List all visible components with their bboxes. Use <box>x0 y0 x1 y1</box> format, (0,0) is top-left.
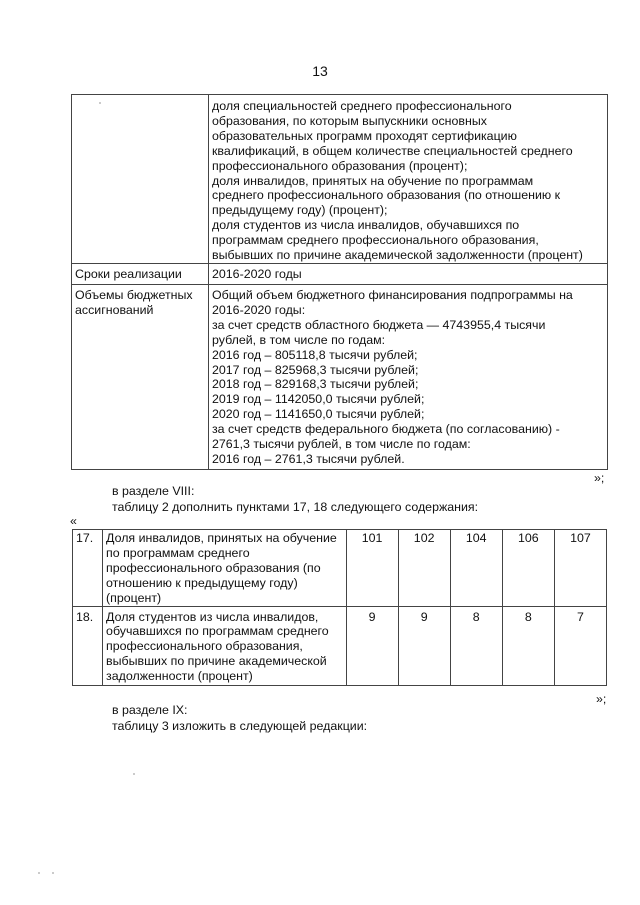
subprogram-passport-table <box>71 94 608 470</box>
text-line: доля специальностей среднего профессионального <box>212 99 512 113</box>
table-row <box>73 606 607 685</box>
text-line: за счет средств федерального бюджета (по согласованию) - <box>212 422 560 437</box>
text-line: по программам среднего <box>106 545 250 560</box>
text-line: профессионального образования, <box>106 639 303 654</box>
opening-quote: « <box>70 514 77 528</box>
value-2020: 107 <box>554 530 606 607</box>
text-line: выбывших по причине академической задолженности (процент) <box>212 248 583 263</box>
text-line: Доля инвалидов, принятых на обучение <box>106 531 337 545</box>
text-line: 2016 год – 805118,8 тысячи рублей; <box>212 347 418 362</box>
indicator-description <box>103 606 346 685</box>
text-line: 2016-2020 годы <box>212 266 302 281</box>
text-line: обучавшихся по программам среднего <box>106 624 329 639</box>
text-line: задолженности (процент) <box>106 669 253 684</box>
value-2018: 8 <box>450 606 502 685</box>
text-line: доля студентов из числа инвалидов, обучавшихся по <box>212 218 520 233</box>
text-line: образовательных программ проходят сертификацию <box>212 128 517 143</box>
text-line: Сроки реализации <box>75 266 182 281</box>
text-line: квалификаций, в общем количестве специальностей среднего <box>212 143 573 158</box>
row-number: 17. <box>73 530 103 607</box>
closing-quote: »; <box>596 692 607 706</box>
text-line: отношению к предыдущему году) <box>106 575 298 590</box>
value-2016: 101 <box>346 530 398 607</box>
section-viii-heading: в разделе VIII: <box>112 484 195 498</box>
indicators-table <box>72 529 607 686</box>
text-line: профессионального образования (процент); <box>212 158 468 173</box>
scan-speck <box>52 872 54 874</box>
text-line: 2016 год – 2761,3 тысячи рублей. <box>212 451 405 466</box>
table-row <box>72 263 608 284</box>
text-line: рублей, в том числе по годам: <box>212 332 386 347</box>
scan-speck <box>133 773 135 775</box>
budget-cell <box>209 284 608 469</box>
text-line: доля инвалидов, принятых на обучение по программам <box>212 173 534 188</box>
text-line: профессионального образования (по <box>106 560 321 575</box>
table-row <box>72 284 608 469</box>
text-line: Общий объем бюджетного финансирования подпрограммы на <box>212 287 573 302</box>
text-line: 2020 год – 1141650,0 тысячи рублей; <box>212 407 425 422</box>
value-2018: 104 <box>450 530 502 607</box>
value-2017: 9 <box>398 606 450 685</box>
text-line: (процент) <box>106 590 162 605</box>
table-row <box>72 95 608 264</box>
value-2017: 102 <box>398 530 450 607</box>
value-2019: 8 <box>502 606 554 685</box>
value-2019: 106 <box>502 530 554 607</box>
targets-cell <box>209 95 608 264</box>
text-line: 2019 год – 1142050,0 тысячи рублей; <box>212 392 425 407</box>
scan-speck <box>99 102 101 104</box>
text-line: 2018 год – 829168,3 тысячи рублей; <box>212 377 419 392</box>
indicator-description <box>103 530 346 607</box>
page-number: 13 <box>312 63 328 79</box>
section-ix-instruction: таблицу 3 изложить в следующей редакции: <box>112 719 368 733</box>
text-line: Доля студентов из числа инвалидов, <box>106 609 319 624</box>
section-ix-heading: в разделе IX: <box>112 703 188 717</box>
value-2016: 9 <box>346 606 398 685</box>
period-cell <box>209 263 608 284</box>
text-line: ассигнований <box>75 302 154 317</box>
row-label <box>72 263 209 284</box>
text-line: за счет средств областного бюджета — 4743955,4 тысячи <box>212 317 546 332</box>
value-2020: 7 <box>554 606 606 685</box>
row-number: 18. <box>73 606 103 685</box>
text-line: Объемы бюджетных <box>75 287 193 302</box>
row-label-empty <box>72 95 209 264</box>
text-line: образования, по которым выпускники основных <box>212 113 487 128</box>
row-label <box>72 284 209 469</box>
text-line: среднего профессионального образования (по отношению к <box>212 188 561 203</box>
scan-speck <box>38 872 40 874</box>
text-line: выбывших по причине академической <box>106 654 327 669</box>
table-row <box>73 530 607 607</box>
text-line: предыдущему году) (процент); <box>212 203 388 218</box>
text-line: программам среднего профессионального образования, <box>212 233 539 248</box>
section-viii-instruction: таблицу 2 дополнить пунктами 17, 18 следующего содержания: <box>112 500 479 514</box>
closing-quote: »; <box>594 471 605 485</box>
text-line: 2017 год – 825968,3 тысячи рублей; <box>212 362 419 377</box>
text-line: 2016-2020 годы: <box>212 302 306 317</box>
text-line: 2761,3 тысячи рублей, в том числе по годам: <box>212 437 471 452</box>
